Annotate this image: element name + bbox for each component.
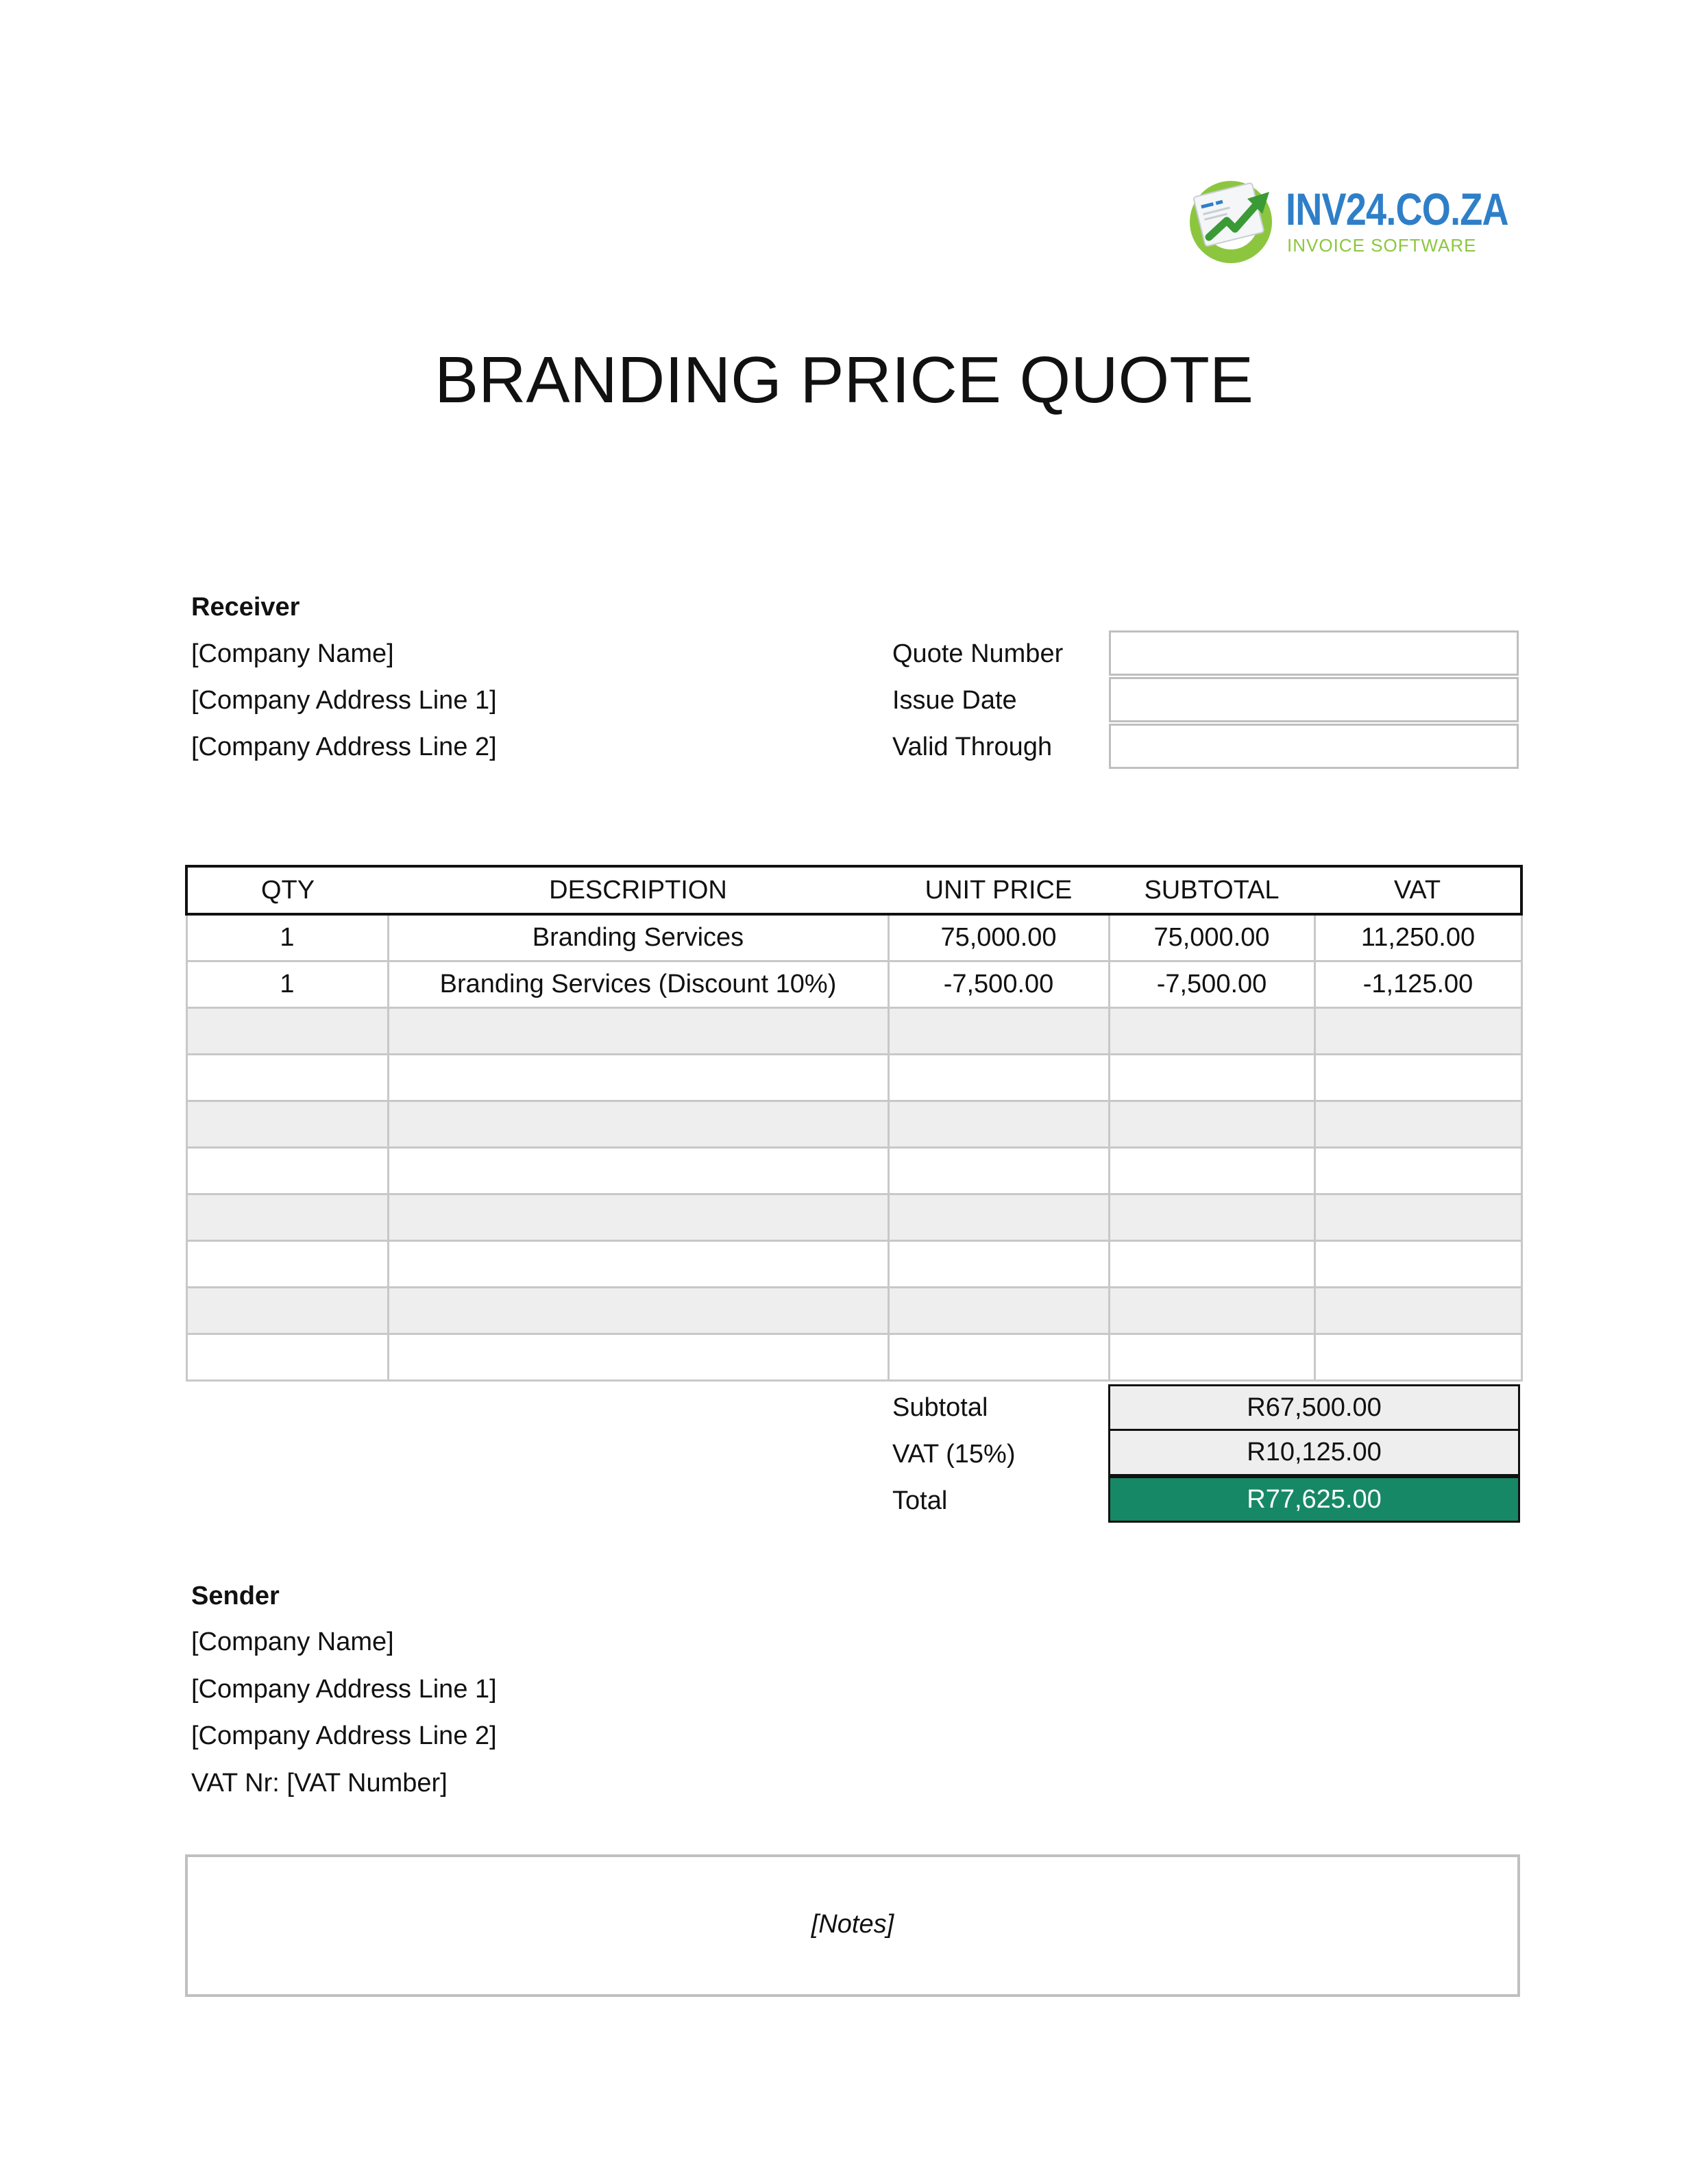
company-logo [1184,171,1508,267]
cell-description[interactable] [388,1194,888,1241]
cell-unit-price[interactable] [888,1334,1109,1381]
cell-description[interactable]: Branding Services (Discount 10%) [388,961,888,1008]
cell-description[interactable] [388,1334,888,1381]
valid-through-label: Valid Through [892,733,1053,761]
cell-qty[interactable] [186,1008,388,1055]
cell-qty[interactable]: 1 [186,961,388,1008]
cell-subtotal[interactable] [1109,1008,1314,1055]
header-unit-price: UNIT PRICE [888,866,1109,914]
cell-qty[interactable]: 1 [186,914,388,961]
valid-through-field[interactable] [1109,724,1519,769]
cell-vat[interactable] [1314,1241,1521,1288]
issue-date-field[interactable] [1109,677,1519,722]
cell-unit-price[interactable] [888,1194,1109,1241]
sender-vat-number: VAT Nr: [VAT Number] [191,1769,448,1797]
cell-description[interactable] [388,1148,888,1194]
table-row [186,1101,1521,1148]
cell-vat[interactable] [1314,1008,1521,1055]
notes-text: [Notes] [811,1910,894,1939]
cell-unit-price[interactable] [888,1288,1109,1334]
table-row [186,1148,1521,1194]
table-row [186,1241,1521,1288]
total-value: R77,625.00 [1108,1476,1520,1523]
cell-qty[interactable] [186,1288,388,1334]
invoice-growth-arrow-icon [1184,171,1280,267]
cell-description[interactable]: Branding Services [388,914,888,961]
page-title: BRANDING PRICE QUOTE [435,343,1253,417]
receiver-address-line-2: [Company Address Line 2] [191,733,497,761]
cell-vat[interactable] [1314,1148,1521,1194]
cell-subtotal[interactable] [1109,1101,1314,1148]
cell-qty[interactable] [186,1101,388,1148]
cell-description[interactable] [388,1008,888,1055]
cell-subtotal[interactable] [1109,1334,1314,1381]
sender-address-line-2: [Company Address Line 2] [191,1721,497,1750]
cell-vat[interactable] [1314,1334,1521,1381]
cell-vat[interactable]: -1,125.00 [1314,961,1521,1008]
total-label: Total [892,1486,948,1515]
cell-vat[interactable] [1314,1194,1521,1241]
logo-tagline: INVOICE SOFTWARE [1287,235,1477,256]
items-table [185,865,1523,1382]
cell-subtotal[interactable] [1109,1148,1314,1194]
receiver-address-line-1: [Company Address Line 1] [191,686,497,715]
cell-subtotal[interactable] [1109,1055,1314,1101]
cell-description[interactable] [388,1055,888,1101]
quote-number-field[interactable] [1109,630,1519,676]
subtotal-label: Subtotal [892,1393,988,1422]
cell-subtotal[interactable]: -7,500.00 [1109,961,1314,1008]
cell-subtotal[interactable] [1109,1241,1314,1288]
cell-unit-price[interactable] [888,1008,1109,1055]
cell-description[interactable] [388,1288,888,1334]
sender-heading: Sender [191,1582,280,1610]
cell-description[interactable] [388,1101,888,1148]
table-row [186,961,1521,1008]
cell-description[interactable] [388,1241,888,1288]
cell-unit-price[interactable]: 75,000.00 [888,914,1109,961]
table-row [186,1334,1521,1381]
header-description: DESCRIPTION [388,866,888,914]
receiver-heading: Receiver [191,593,300,622]
vat-value: R10,125.00 [1108,1431,1520,1476]
header-vat: VAT [1314,866,1521,914]
cell-qty[interactable] [186,1194,388,1241]
sender-company-name: [Company Name] [191,1628,394,1656]
logo-name: INV24.CO.ZA [1286,184,1508,234]
cell-qty[interactable] [186,1055,388,1101]
sender-address-line-1: [Company Address Line 1] [191,1675,497,1704]
table-header-row [186,866,1521,914]
cell-unit-price[interactable]: -7,500.00 [888,961,1109,1008]
table-row [186,1055,1521,1101]
table-row [186,1288,1521,1334]
header-subtotal: SUBTOTAL [1109,866,1314,914]
cell-subtotal[interactable] [1109,1288,1314,1334]
vat-label: VAT (15%) [892,1440,1016,1469]
table-row [186,914,1521,961]
header-qty: QTY [186,866,388,914]
cell-unit-price[interactable] [888,1241,1109,1288]
cell-qty[interactable] [186,1148,388,1194]
cell-unit-price[interactable] [888,1055,1109,1101]
cell-subtotal[interactable]: 75,000.00 [1109,914,1314,961]
table-row [186,1194,1521,1241]
cell-vat[interactable] [1314,1101,1521,1148]
quote-number-label: Quote Number [892,639,1064,668]
cell-vat[interactable]: 11,250.00 [1314,914,1521,961]
cell-subtotal[interactable] [1109,1194,1314,1241]
cell-qty[interactable] [186,1334,388,1381]
cell-qty[interactable] [186,1241,388,1288]
cell-vat[interactable] [1314,1288,1521,1334]
subtotal-value: R67,500.00 [1108,1384,1520,1431]
cell-vat[interactable] [1314,1055,1521,1101]
notes-box[interactable] [185,1854,1520,1997]
cell-unit-price[interactable] [888,1148,1109,1194]
cell-unit-price[interactable] [888,1101,1109,1148]
table-row [186,1008,1521,1055]
receiver-company-name: [Company Name] [191,639,394,668]
issue-date-label: Issue Date [892,686,1017,715]
